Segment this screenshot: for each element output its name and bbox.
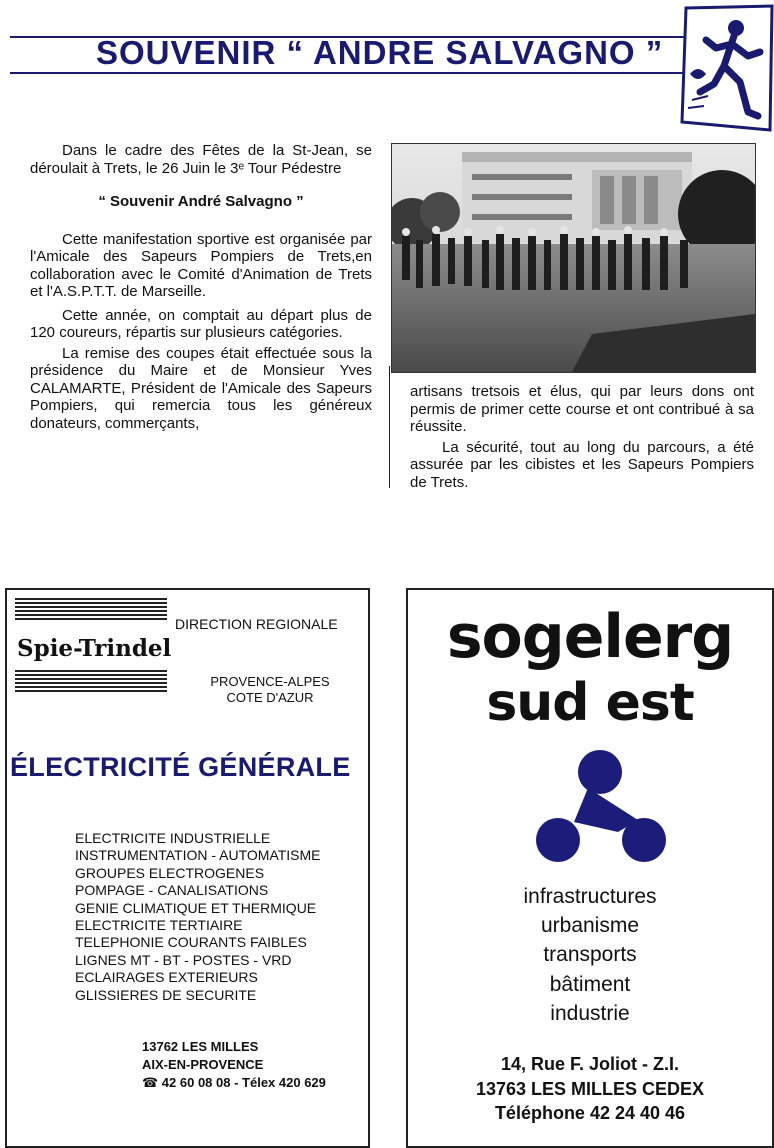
service-item: GLISSIERES DE SECURITE (75, 986, 257, 1003)
logo-stripes-bottom (15, 670, 167, 694)
activity-item: urbanisme (540, 914, 640, 938)
service-item: ELECTRICITE INDUSTRIELLE (75, 830, 271, 846)
runner-icon (678, 4, 774, 132)
address-line-1: 14, Rue F. Joliot - Z.I. (500, 1054, 680, 1074)
article-paragraph-1: Cette manifestation sportive est organisée par l'Amicale des Sapeurs Pompiers de Trets,en collaboration avec le Comité d'Animation de Trets et l'A.S.P.T.T. de Marseille. (30, 230, 372, 300)
article-paragraph-3-continued: artisans tretsois et élus, qui par leurs dons ont permis de primer cette course et ont contribué à sa réussite. (410, 383, 754, 435)
ad-sogelerg (406, 588, 774, 1148)
activity-item: bâtiment (549, 972, 631, 996)
spie-trindel-logo: Spie-Trindel (17, 635, 172, 662)
direction-label: DIRECTION REGIONALE (175, 616, 338, 632)
region-line-1: PROVENCE-ALPES (210, 674, 330, 689)
phone-telex: ☎ 42 60 08 08 - Télex 420 629 (142, 1075, 326, 1090)
spie-address (142, 1038, 326, 1092)
activity-item: transports (543, 943, 637, 967)
article-paragraph-3: La remise des coupes était effectuée sous la présidence du Maire et de Monsieur Yves CALAMARTE, Président de l'Amicale des Sapeurs Pompiers, qui remercia tous les généreux donateurs, commerçants, (30, 344, 372, 432)
page-title: SOUVENIR “ ANDRE SALVAGNO ” (96, 34, 664, 71)
service-item: POMPAGE - CANALISATIONS (75, 882, 269, 899)
sud-est-name: sud est (486, 673, 694, 733)
header-rule-bottom (10, 72, 692, 74)
services-list (75, 830, 321, 1004)
race-photo (391, 143, 756, 373)
electricite-generale-headline: ÉLECTRICITÉ GÉNÉRALE (10, 752, 351, 782)
service-item: TELEPHONIE COURANTS FAIBLES (75, 934, 307, 951)
address-line-2: AIX-EN-PROVENCE (142, 1057, 264, 1072)
activity-item: industrie (550, 1001, 630, 1025)
ad-spie-trindel (5, 588, 370, 1148)
article-paragraph-2: Cette année, on comptait au départ plus de 120 coureurs, répartis sur plusieurs catégories. (30, 306, 372, 341)
article-column-right (410, 383, 754, 491)
article-column-left (30, 142, 372, 432)
sogelerg-name: sogelerg (446, 602, 734, 672)
service-item: LIGNES MT - BT - POSTES - VRD (75, 951, 292, 968)
phone: Téléphone 42 24 40 46 (494, 1103, 686, 1123)
address-line-2: 13763 LES MILLES CEDEX (475, 1078, 705, 1099)
sogelerg-address (408, 1052, 772, 1126)
service-item: GENIE CLIMATIQUE ET THERMIQUE (75, 899, 317, 916)
article-intro: Dans le cadre des Fêtes de la St-Jean, se déroulait à Trets, le 26 Juin le 3ᵉ Tour Pédestre (30, 142, 372, 177)
service-item: INSTRUMENTATION - AUTOMATISME (75, 847, 321, 864)
service-item: GROUPES ELECTROGENES (75, 864, 265, 881)
service-item: ELECTRICITE TERTIAIRE (75, 917, 243, 934)
activity-item: infrastructures (523, 885, 657, 908)
region-line-2: COTE D'AZUR (226, 690, 314, 705)
service-item: ECLAIRAGES EXTERIEURS (75, 969, 258, 986)
address-line-1: 13762 LES MILLES (142, 1039, 259, 1054)
logo-stripes-top (15, 598, 167, 622)
activities-list (408, 882, 772, 1028)
sogelerg-logo-icon (534, 748, 670, 866)
article-quote: “ Souvenir André Salvagno ” (98, 193, 304, 210)
column-divider (389, 366, 390, 488)
article-paragraph-4: La sécurité, tout au long du parcours, a été assurée par les cibistes et les Sapeurs Pompiers de Trets. (410, 438, 754, 491)
